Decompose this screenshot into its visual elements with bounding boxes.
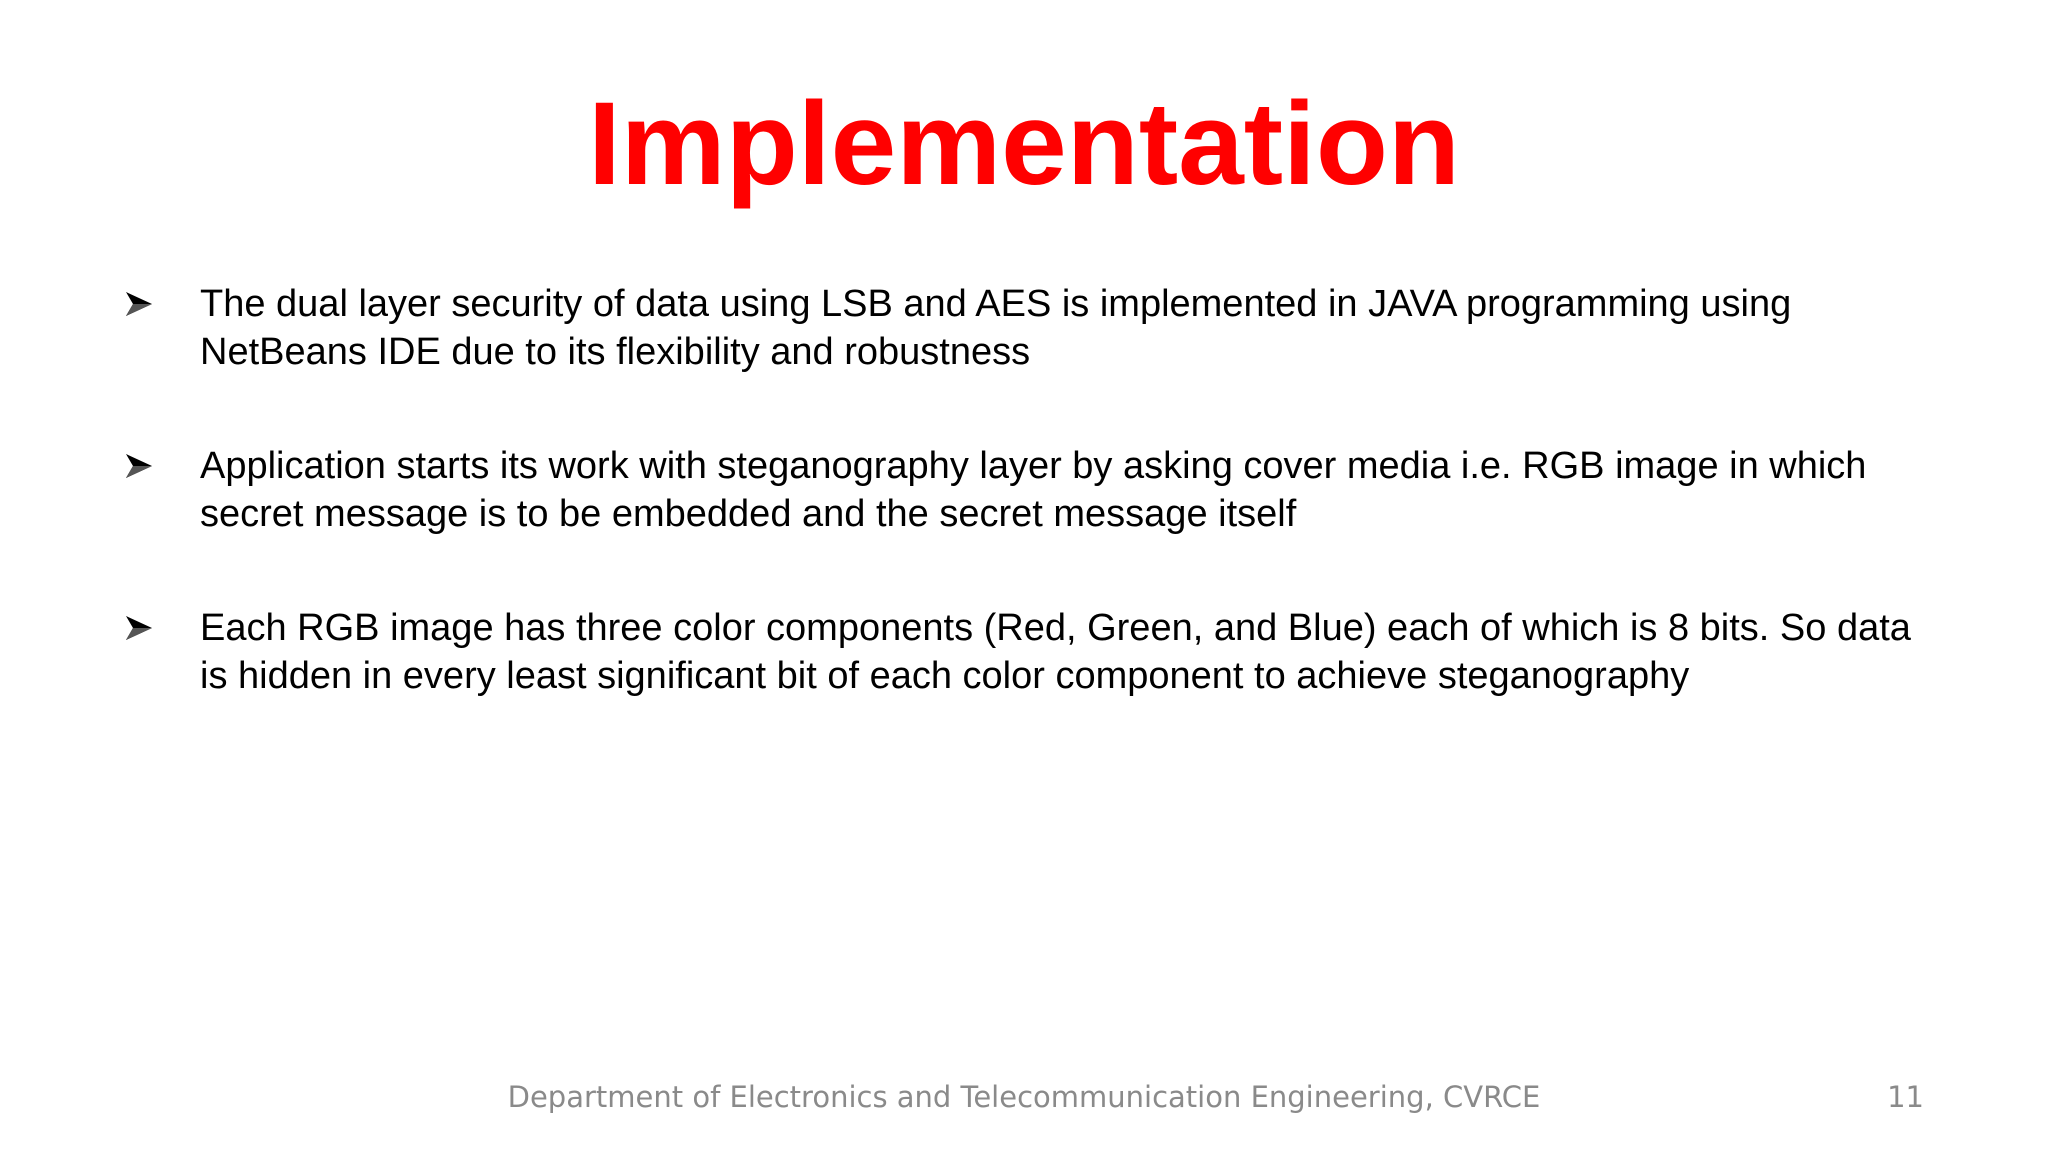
bullet-list — [124, 280, 1924, 766]
bullet-item — [124, 604, 1924, 700]
arrowhead-bullet-icon — [124, 280, 200, 328]
bullet-item — [124, 280, 1924, 376]
page-number: 11 — [1887, 1080, 1924, 1114]
bullet-item — [124, 442, 1924, 538]
arrowhead-bullet-icon — [124, 604, 200, 652]
slide-footer: Department of Electronics and Telecommunication Engineering, CVRCE — [507, 1080, 1541, 1114]
bullet-text: The dual layer security of data using LSB and AES is implemented in JAVA programming using NetBeans IDE due to its flexibility and robustness — [200, 283, 1792, 373]
slide-title: Implementation — [588, 78, 1460, 210]
bullet-text: Application starts its work with steganography layer by asking cover media i.e. RGB image in which secret message is to be embedded and the secret message itself — [200, 445, 1867, 535]
bullet-text: Each RGB image has three color components (Red, Green, and Blue) each of which is 8 bits. So data is hidden in every least significant bit of each color component to achieve steganography — [200, 607, 1911, 697]
arrowhead-bullet-icon — [124, 442, 200, 490]
